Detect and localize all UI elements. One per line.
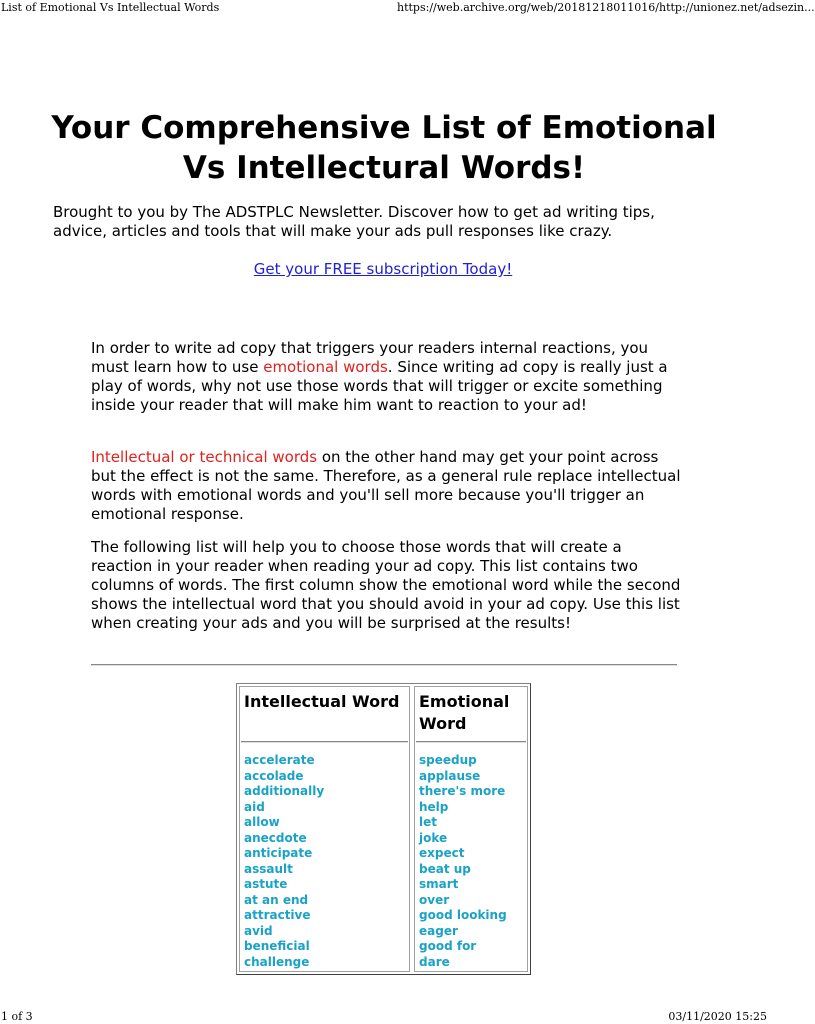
print-header-url: https://web.archive.org/web/20181218011016/http://unionez.net/adsezin... <box>397 1 815 14</box>
print-footer <box>0 1010 768 1024</box>
emotional-word: expect <box>419 846 465 860</box>
intellectual-word: anticipate <box>244 846 313 860</box>
intellectual-word: avid <box>244 923 273 938</box>
emotional-column <box>414 686 528 972</box>
emotional-word: beat up <box>419 861 471 876</box>
emotional-word: good looking <box>419 908 507 922</box>
emotional-word: eager <box>419 923 458 938</box>
intellectual-word: challenge <box>244 954 310 969</box>
emotional-words-highlight: emotional words <box>263 358 388 376</box>
print-header <box>0 1 815 15</box>
emotional-word: speedup <box>419 753 477 767</box>
intellectual-word: allow <box>244 815 280 829</box>
horizontal-divider <box>91 664 677 666</box>
header-divider <box>241 741 408 743</box>
intellectual-word: accolade <box>244 768 304 783</box>
subscribe-link[interactable]: Get your FREE subscription Today! <box>253 260 513 278</box>
emotional-word: smart <box>419 877 459 891</box>
p2-text-after: on the other hand may get your point across but the effect is not the same. Therefore, as a general rule replace intellectual words with emotional words and you'll sell more because you'll trigger an emotional response. <box>91 448 681 523</box>
emotional-word-list <box>419 753 507 970</box>
emotional-word: joke <box>419 830 448 845</box>
intellectual-header: Intellectual Word <box>244 692 400 711</box>
paragraph-list-explanation: The following list will help you to choose those words that will create a reaction in your reader when reading your ad copy. This list contains two columns of words. The first column show the emotional word while the second shows the intellectual word that you should avoid in your ad copy. Use this list when creating your ads and you will be surprised at the results! <box>91 538 681 632</box>
intellectual-word-list <box>244 753 324 970</box>
intellectual-word: assault <box>244 861 293 876</box>
intellectual-words-highlight: Intellectual or technical words <box>91 448 318 466</box>
emotional-word: over <box>419 892 450 907</box>
subscribe-link-row <box>53 260 713 279</box>
intellectual-word: anecdote <box>244 830 307 845</box>
emotional-word: help <box>419 799 449 814</box>
paragraph-intellectual-words <box>91 448 681 524</box>
intro-text: Brought to you by The ADSTPLC Newsletter. Discover how to get ad writing tips, advice, articles and tools that will make your ads pull responses like crazy. <box>53 203 655 240</box>
intellectual-word: astute <box>244 877 288 891</box>
emotional-word: good for <box>419 939 477 953</box>
header-divider <box>416 741 526 743</box>
emotional-word: there's more <box>419 784 506 798</box>
print-footer-datetime: 03/11/2020 15:25 <box>668 1010 767 1023</box>
intellectual-column <box>239 686 410 972</box>
emotional-word: dare <box>419 954 450 969</box>
word-table <box>236 683 531 975</box>
page-title: Your Comprehensive List of Emotional Vs Intellectural Words! <box>51 110 717 186</box>
intellectual-word: aid <box>244 799 265 814</box>
intellectual-word: attractive <box>244 908 311 922</box>
emotional-word: let <box>419 815 437 829</box>
p1-text-after: . Since writing ad copy is really just a play of words, why not use those words that will trigger or excite something inside your reader that will make him want to reaction to your ad! <box>91 358 668 414</box>
print-header-title: List of Emotional Vs Intellectual Words <box>1 1 220 14</box>
emotional-word: applause <box>419 768 481 783</box>
emotional-header: Emotional Word <box>419 692 510 733</box>
intellectual-word: accelerate <box>244 753 315 767</box>
intellectual-word: beneficial <box>244 939 310 953</box>
paragraph-emotional-words <box>91 339 681 415</box>
intellectual-word: at an end <box>244 892 309 907</box>
intellectual-word: additionally <box>244 784 325 798</box>
p1-text-before: In order to write ad copy that triggers your readers internal reactions, you must learn how to use <box>91 339 649 376</box>
print-footer-page: 1 of 3 <box>1 1010 33 1023</box>
